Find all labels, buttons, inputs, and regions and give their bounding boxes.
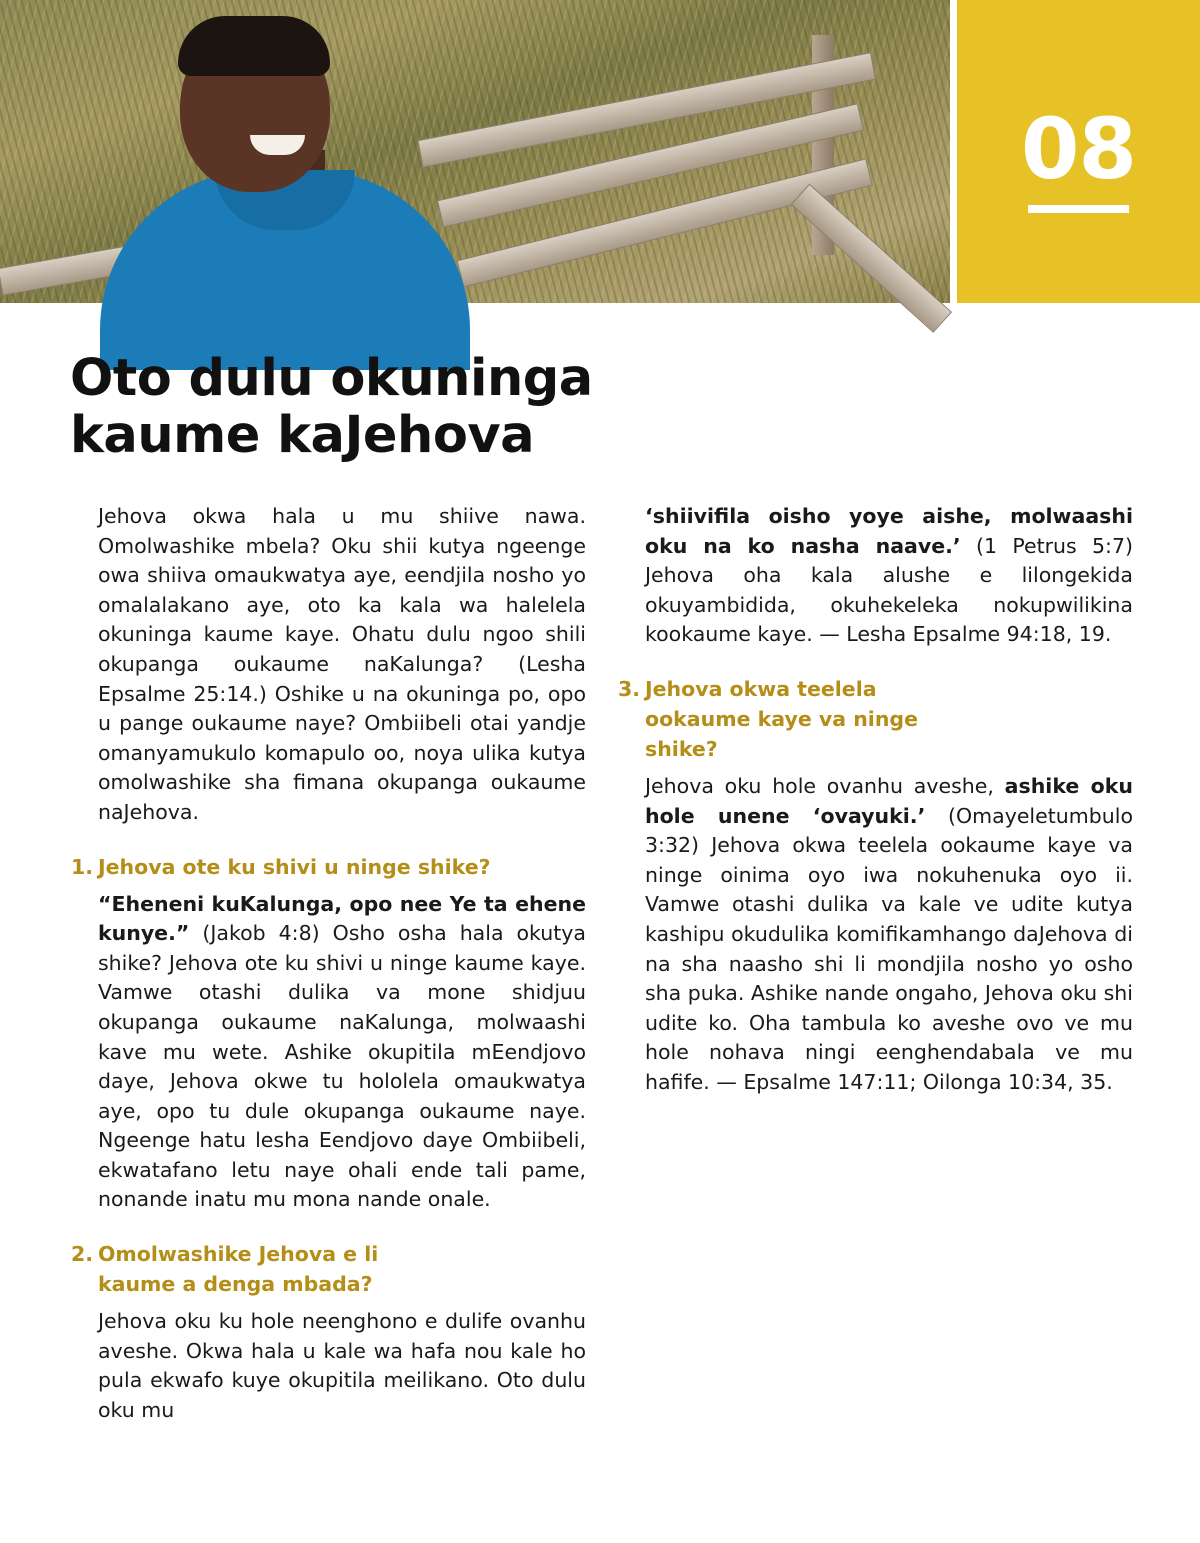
bold-scripture-quote: ‘shiivifila oisho yoye aishe, molwaashi oku na ko nasha naave.’ (645, 504, 1133, 558)
bold-scripture-quote: “Eheneni kuKalunga, opo nee Ye ta ehene kunye.” (98, 891, 586, 946)
person-hair (178, 16, 330, 76)
question-text: Omolwashike Jehova e li kaume a denga mbada? (98, 1242, 379, 1297)
lesson-number-box (957, 0, 1200, 303)
column-right (618, 502, 1133, 1098)
header-photo (0, 0, 950, 303)
answer-paragraph-1 (98, 890, 586, 1216)
question-number: 3. (618, 676, 641, 701)
lesson-number-underline (1028, 205, 1129, 213)
question-heading-1 (71, 852, 586, 882)
answer-text: (1 Petrus 5:7) Jehova oha kala alushe e lilongekida okuyambidida, okuhekeleka nokupwilikina kookaume kaye. — Lesha Epsalme 94:18, 19. (645, 533, 1133, 647)
question-heading-3 (618, 674, 978, 764)
intro-text: Jehova okwa hala u mu shiive nawa. Omolwashike mbela? Oku shii kutya ngeenge owa shiiva omaukwatya aye, eendjila nosho yo omalalakano aye, oto ka kala wa halelela okuninga kaume kaye. Ohatu dulu ngoo shili okupanga oukaume naKalunga? (Lesha Epsalme 25:14.) Oshike u na okuninga po, opo u pange oukaume naye? Ombiibeli otai yandje omanyamukulo komapulo oo, noya ulika kutya omolwashike sha fimana okupanga oukaume naJehova. (98, 504, 586, 824)
column-left (71, 502, 586, 1422)
question-heading-2 (71, 1239, 431, 1299)
lesson-number: 08 (1021, 100, 1136, 198)
intro-paragraph (98, 502, 586, 828)
answer-text: (Jakob 4:8) Osho osha hala okutya shike? Jehova ote ku shivi u ninge kaume kaye. Vamwe otashi dulika va mone shidjuu okupanga oukaume naKalunga, molwaashi kave mu wete. Ashike okupitila mEendjovo daye, Jehova okwe tu hololela omaukwatya aye, opo tu dule okupanga oukaume naye. Ngeenge hatu lesha Eendjovo daye Ombiibeli, ekwatafano letu naye ohali ende tali pame, nonande inatu mu mona nande onale. (98, 921, 586, 1212)
question-number: 1. (71, 854, 94, 879)
answer-text: Jehova oku hole ovanhu aveshe, (645, 773, 1005, 798)
answer-text: (Omayeletumbulo 3:32) Jehova okwa teelela ookaume kaye va ninge oinima oyo iwa nokuhenuka oyo ii. Vamwe otashi dulika va kale ve udite kutya kashipu okudulika komifikamhango daJehova di na sha naasho shi li mondjila nosho yo osho sha puka. Ashike nande ongaho, Jehova oku shi udite ko. Oha tambula ko aveshe ovo ve mu hole nohava ningi eenghendabala ve mu hafife. — Epsalme 147:11; Oilonga 10:34, 35. (645, 803, 1133, 1094)
answer-paragraph-3 (645, 772, 1133, 1098)
question-text: Jehova okwa teelela ookaume kaye va ninge shike? (645, 676, 918, 761)
question-text: Jehova ote ku shivi u ninge shike? (98, 854, 491, 879)
page-title: Oto dulu okuninga kaume kaJehova (70, 349, 593, 465)
question-number: 2. (71, 1242, 94, 1267)
bold-scripture-quote: ashike oku hole unene ‘ovayuki.’ (645, 773, 1133, 828)
answer-paragraph-2 (98, 1307, 586, 1422)
answer-paragraph-2-continued (645, 502, 1133, 650)
answer-text: Jehova oku ku hole neenghono e dulife ovanhu aveshe. Okwa hala u kale wa hafa nou kale ho pula ekwafo kuye okupitila meilikano. Oto dulu oku mu (98, 1309, 586, 1422)
